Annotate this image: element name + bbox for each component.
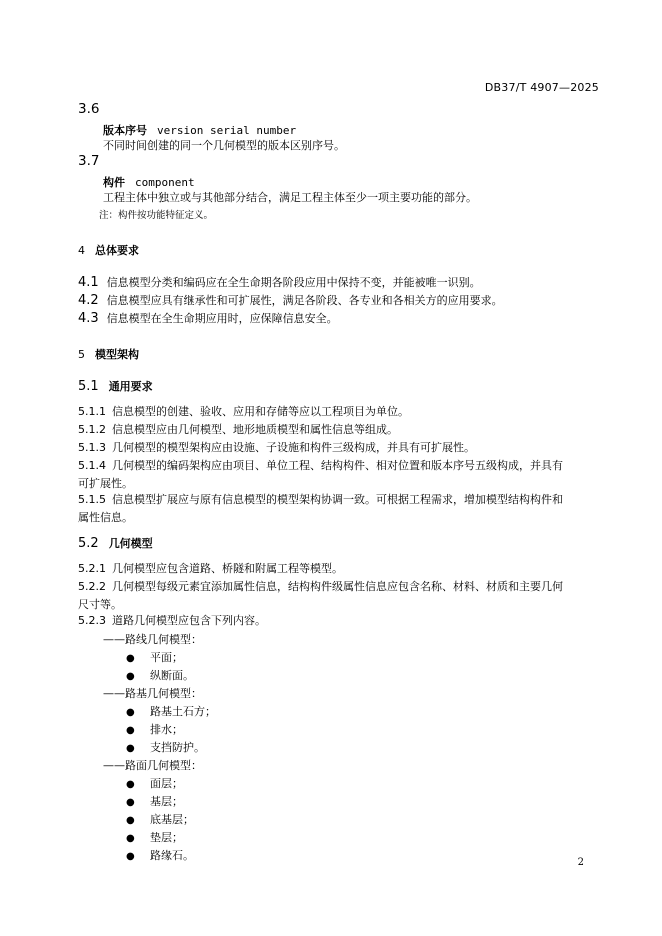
section-heading: [78, 242, 139, 258]
clause: [78, 439, 600, 457]
list-item-text: 支挡防护。: [150, 741, 205, 754]
bullet-icon: ●: [126, 815, 135, 826]
list-item: [126, 649, 183, 665]
clause-number: 5.1.5: [78, 493, 106, 506]
clause-number: 4.2: [78, 293, 99, 308]
list-item-text: 面层；: [150, 777, 183, 790]
clause-number: 4.3: [78, 311, 99, 326]
list-item: [126, 667, 194, 683]
bullet-icon: ●: [126, 671, 135, 682]
section-heading: [78, 346, 139, 362]
bullet-icon: ●: [126, 743, 135, 754]
clause-number: 5.2.3: [78, 614, 106, 627]
subsection-number: 5.2: [78, 536, 99, 551]
term-chinese: 构件: [103, 176, 125, 189]
clause: [78, 560, 600, 578]
clause-number: 5.1.3: [78, 441, 106, 454]
clause-text: 信息模型应具有继承性和可扩展性，满足各阶段、各专业和各相关方的应用要求。: [106, 294, 503, 307]
term-heading: [103, 171, 195, 190]
clause-text: 信息模型扩展应与原有信息模型的模型架构协调一致。可根据工程需求，增加模型结构构件和: [112, 493, 563, 506]
bullet-icon: ●: [126, 833, 135, 844]
list-group-label: ——路线几何模型：: [103, 633, 202, 646]
clause: [78, 403, 600, 421]
bullet-icon: ●: [126, 707, 135, 718]
term-english: component: [135, 176, 195, 189]
clause: [78, 292, 600, 310]
page-number: 2: [577, 857, 584, 868]
subsection-title: 通用要求: [108, 380, 153, 393]
list-item: [126, 829, 183, 845]
list-item-text: 路缘石。: [150, 849, 194, 862]
bullet-icon: ●: [126, 725, 135, 736]
bullet-icon: ●: [126, 797, 135, 808]
list-item-text: 基层；: [150, 795, 183, 808]
list-group-label: ——路基几何模型：: [103, 687, 202, 700]
list-item: [126, 703, 216, 719]
list-item-text: 垫层；: [150, 831, 183, 844]
clause: [78, 421, 600, 439]
section-title: 总体要求: [95, 244, 139, 257]
section-title: 模型架构: [95, 348, 139, 361]
clause: [78, 491, 600, 527]
list-item-text: 路基土石方；: [150, 705, 216, 718]
clause-number: 5.2.2: [78, 580, 106, 593]
bullet-icon: ●: [126, 653, 135, 664]
bullet-icon: ●: [126, 779, 135, 790]
clause-number: 5.1.2: [78, 423, 106, 436]
term-definition: 工程主体中独立或与其他部分结合，满足工程主体至少一项主要功能的部分。: [103, 191, 477, 204]
clause-text: 几何模型应包含道路、桥隧和附属工程等模型。: [112, 562, 343, 575]
clause-text: 信息模型应由几何模型、地形地质模型和属性信息等组成。: [112, 423, 398, 436]
list-group-label: ——路面几何模型：: [103, 759, 202, 772]
clause-text: 道路几何模型应包含下列内容。: [112, 614, 266, 627]
list-item-text: 排水；: [150, 723, 183, 736]
list-item: [126, 721, 183, 737]
section-number: 5: [78, 348, 85, 361]
clause-text: 信息模型在全生命期应用时，应保障信息安全。: [106, 312, 338, 325]
clause-text: 几何模型的编码架构应由项目、单位工程、结构构件、相对位置和版本序号五级构成，并具有: [112, 459, 563, 472]
clause: [78, 578, 600, 614]
clause: [78, 274, 600, 292]
term-english: version serial number: [157, 124, 297, 137]
clause-text: 信息模型的创建、验收、应用和存储等应以工程项目为单位。: [112, 405, 409, 418]
term-definition: 不同时间创建的同一个几何模型的版本区别序号。: [103, 139, 345, 152]
clause-text: 信息模型分类和编码应在全生命期各阶段应用中保持不变，并能被唯一识别。: [106, 276, 481, 289]
subsection-heading: [78, 535, 153, 551]
clause-number: 4.1: [78, 275, 99, 290]
list-item-text: 平面；: [150, 651, 183, 664]
term-number: 3.6: [78, 101, 100, 117]
list-item: [126, 811, 194, 827]
clause: [78, 457, 600, 493]
list-item: [126, 739, 205, 755]
subsection-heading: [78, 378, 153, 394]
list-item-text: 纵断面。: [150, 669, 194, 682]
subsection-title: 几何模型: [108, 537, 153, 550]
clause-text: 几何模型每级元素宜添加属性信息，结构构件级属性信息应包含名称、材料、材质和主要几何: [112, 580, 563, 593]
bullet-icon: ●: [126, 851, 135, 862]
document-code-header: DB37/T 4907—2025: [484, 81, 599, 94]
section-number: 4: [78, 244, 85, 257]
clause: [78, 310, 600, 328]
clause-text-continued: 尺寸等。: [78, 598, 122, 611]
list-item: [126, 793, 183, 809]
term-chinese: 版本序号: [103, 124, 147, 137]
term-number: 3.7: [78, 153, 100, 169]
clause-text-continued: 可扩展性。: [78, 477, 133, 490]
subsection-number: 5.1: [78, 379, 99, 394]
clause-number: 5.2.1: [78, 562, 106, 575]
clause-text-continued: 属性信息。: [78, 511, 133, 524]
list-item: [126, 775, 183, 791]
term-note: 注：构件按功能特征定义。: [99, 210, 214, 221]
list-item: [126, 847, 194, 863]
list-item-text: 底基层；: [150, 813, 194, 826]
term-heading: [103, 119, 296, 138]
clause-text: 几何模型的模型架构应由设施、子设施和构件三级构成，并具有可扩展性。: [112, 441, 475, 454]
clause-number: 5.1.4: [78, 459, 106, 472]
clause-number: 5.1.1: [78, 405, 106, 418]
clause: [78, 612, 600, 630]
